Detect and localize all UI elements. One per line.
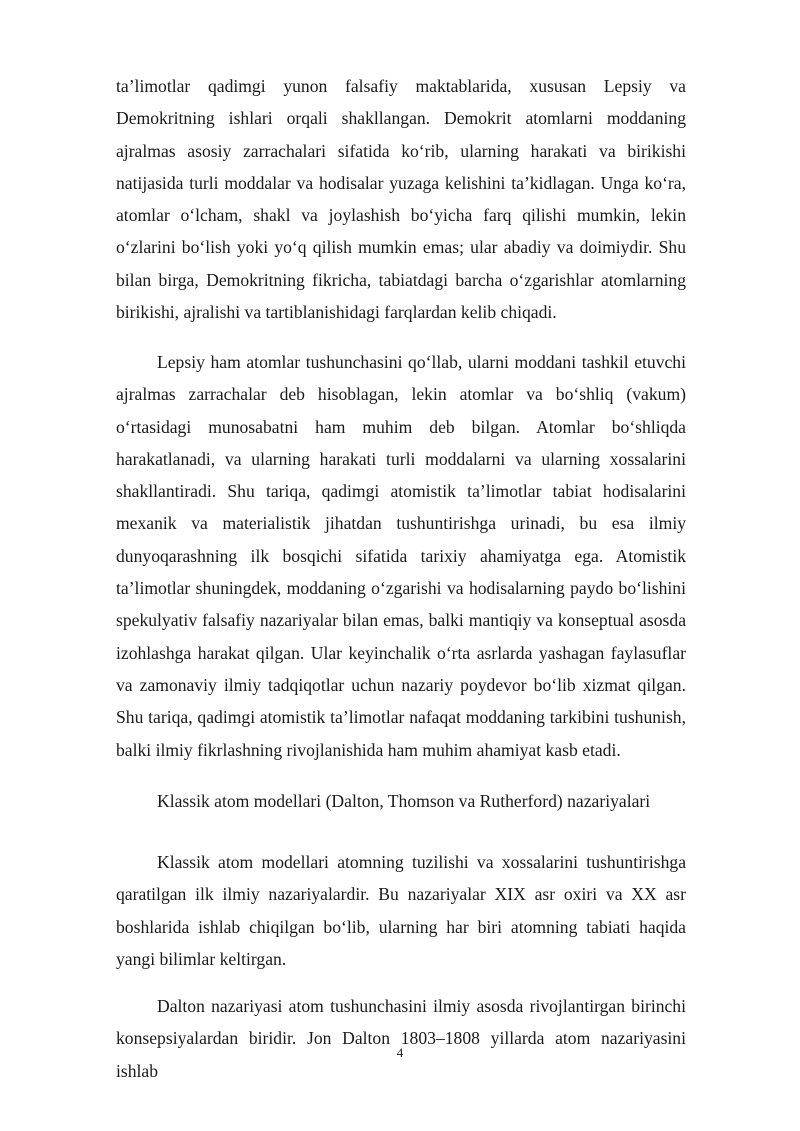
paragraph-dalton <box>116 990 686 1087</box>
section-heading <box>116 785 686 817</box>
section-heading-text: Klassik atom modellari (Dalton, Thomson va Rutherford) nazariyalari <box>157 791 651 811</box>
paragraph-continuation <box>116 70 686 328</box>
paragraph-text: Lepsiy ham atomlar tushunchasini qo‘llab, ularni moddani tashkil etuvchi ajralmas zarrachalar deb hisoblagan, lekin atomlar va bo‘shliq (vakum) o‘rtasidagi munosabatni ham muhim deb bilgan. Atomlar bo‘shliqda harakatlanadi, va ularning harakati turli moddalarni va ularning xossalarini shakllantiradi. Shu tariqa, qadimgi atomistik ta’limotlar tabiat hodisalarini mexanik va materialistik jihatdan tushuntirishga urinadi, bu esa ilmiy dunyoqarashning ilk bosqichi sifatida tarixiy ahamiyatga ega. Atomistik ta’limotlar shuningdek, moddaning o‘zgarishi va hodisalarning paydo bo‘lishini spekulyativ falsafiy nazariyalar bilan emas, balki mantiqiy va konseptual asosda izohlashga harakat qilgan. Ular keyinchalik o‘rta asrlarda yashagan faylasuflar va zamonaviy ilmiy tadqiqotlar uchun nazariy poydevor bo‘lib xizmat qilgan. Shu tariqa, qadimgi atomistik ta’limotlar nafaqat moddaning tarkibini tushunish, balki ilmiy fikrlashning rivojlanishida ham muhim ahamiyat kasb etadi. <box>116 352 686 760</box>
paragraph-text: Klassik atom modellari atomning tuzilishi va xossalarini tushuntirishga qaratilgan ilk ilmiy nazariyalardir. Bu nazariyalar XIX asr oxiri va XX asr boshlarida ishlab chiqilgan bo‘lib, ularning har biri atomning tabiati haqida yangi bilimlar keltirgan. <box>116 852 686 969</box>
paragraph-lepsiy <box>116 346 686 766</box>
paragraph-text: ta’limotlar qadimgi yunon falsafiy maktablarida, xususan Lepsiy va Demokritning ishlari orqali shakllangan. Demokrit atomlarni moddaning ajralmas asosiy zarrachalari sifatida ko‘rib, ularning harakati va birikishi natijasida turli moddalar va hodisalar yuzaga kelishini ta’kidlagan. Unga ko‘ra, atomlar o‘lcham, shakl va joylashish bo‘yicha farq qilishi mumkin, lekin o‘zlarini bo‘lish yoki yo‘q qilish mumkin emas; ular abadiy va doimiydir. Shu bilan birga, Demokritning fikricha, tabiatdagi barcha o‘zgarishlar atomlarning birikishi, ajralishi va tartiblanishidagi farqlardan kelib chiqadi. <box>116 76 686 323</box>
paragraph-classic-models <box>116 846 686 975</box>
paragraph-text: Dalton nazariyasi atom tushunchasini ilmiy asosda rivojlantirgan birinchi konsepsiyalardan biridir. Jon Dalton 1803–1808 yillarda atom nazariyasini ishlab <box>116 996 686 1081</box>
page-number: 4 <box>396 1045 404 1060</box>
